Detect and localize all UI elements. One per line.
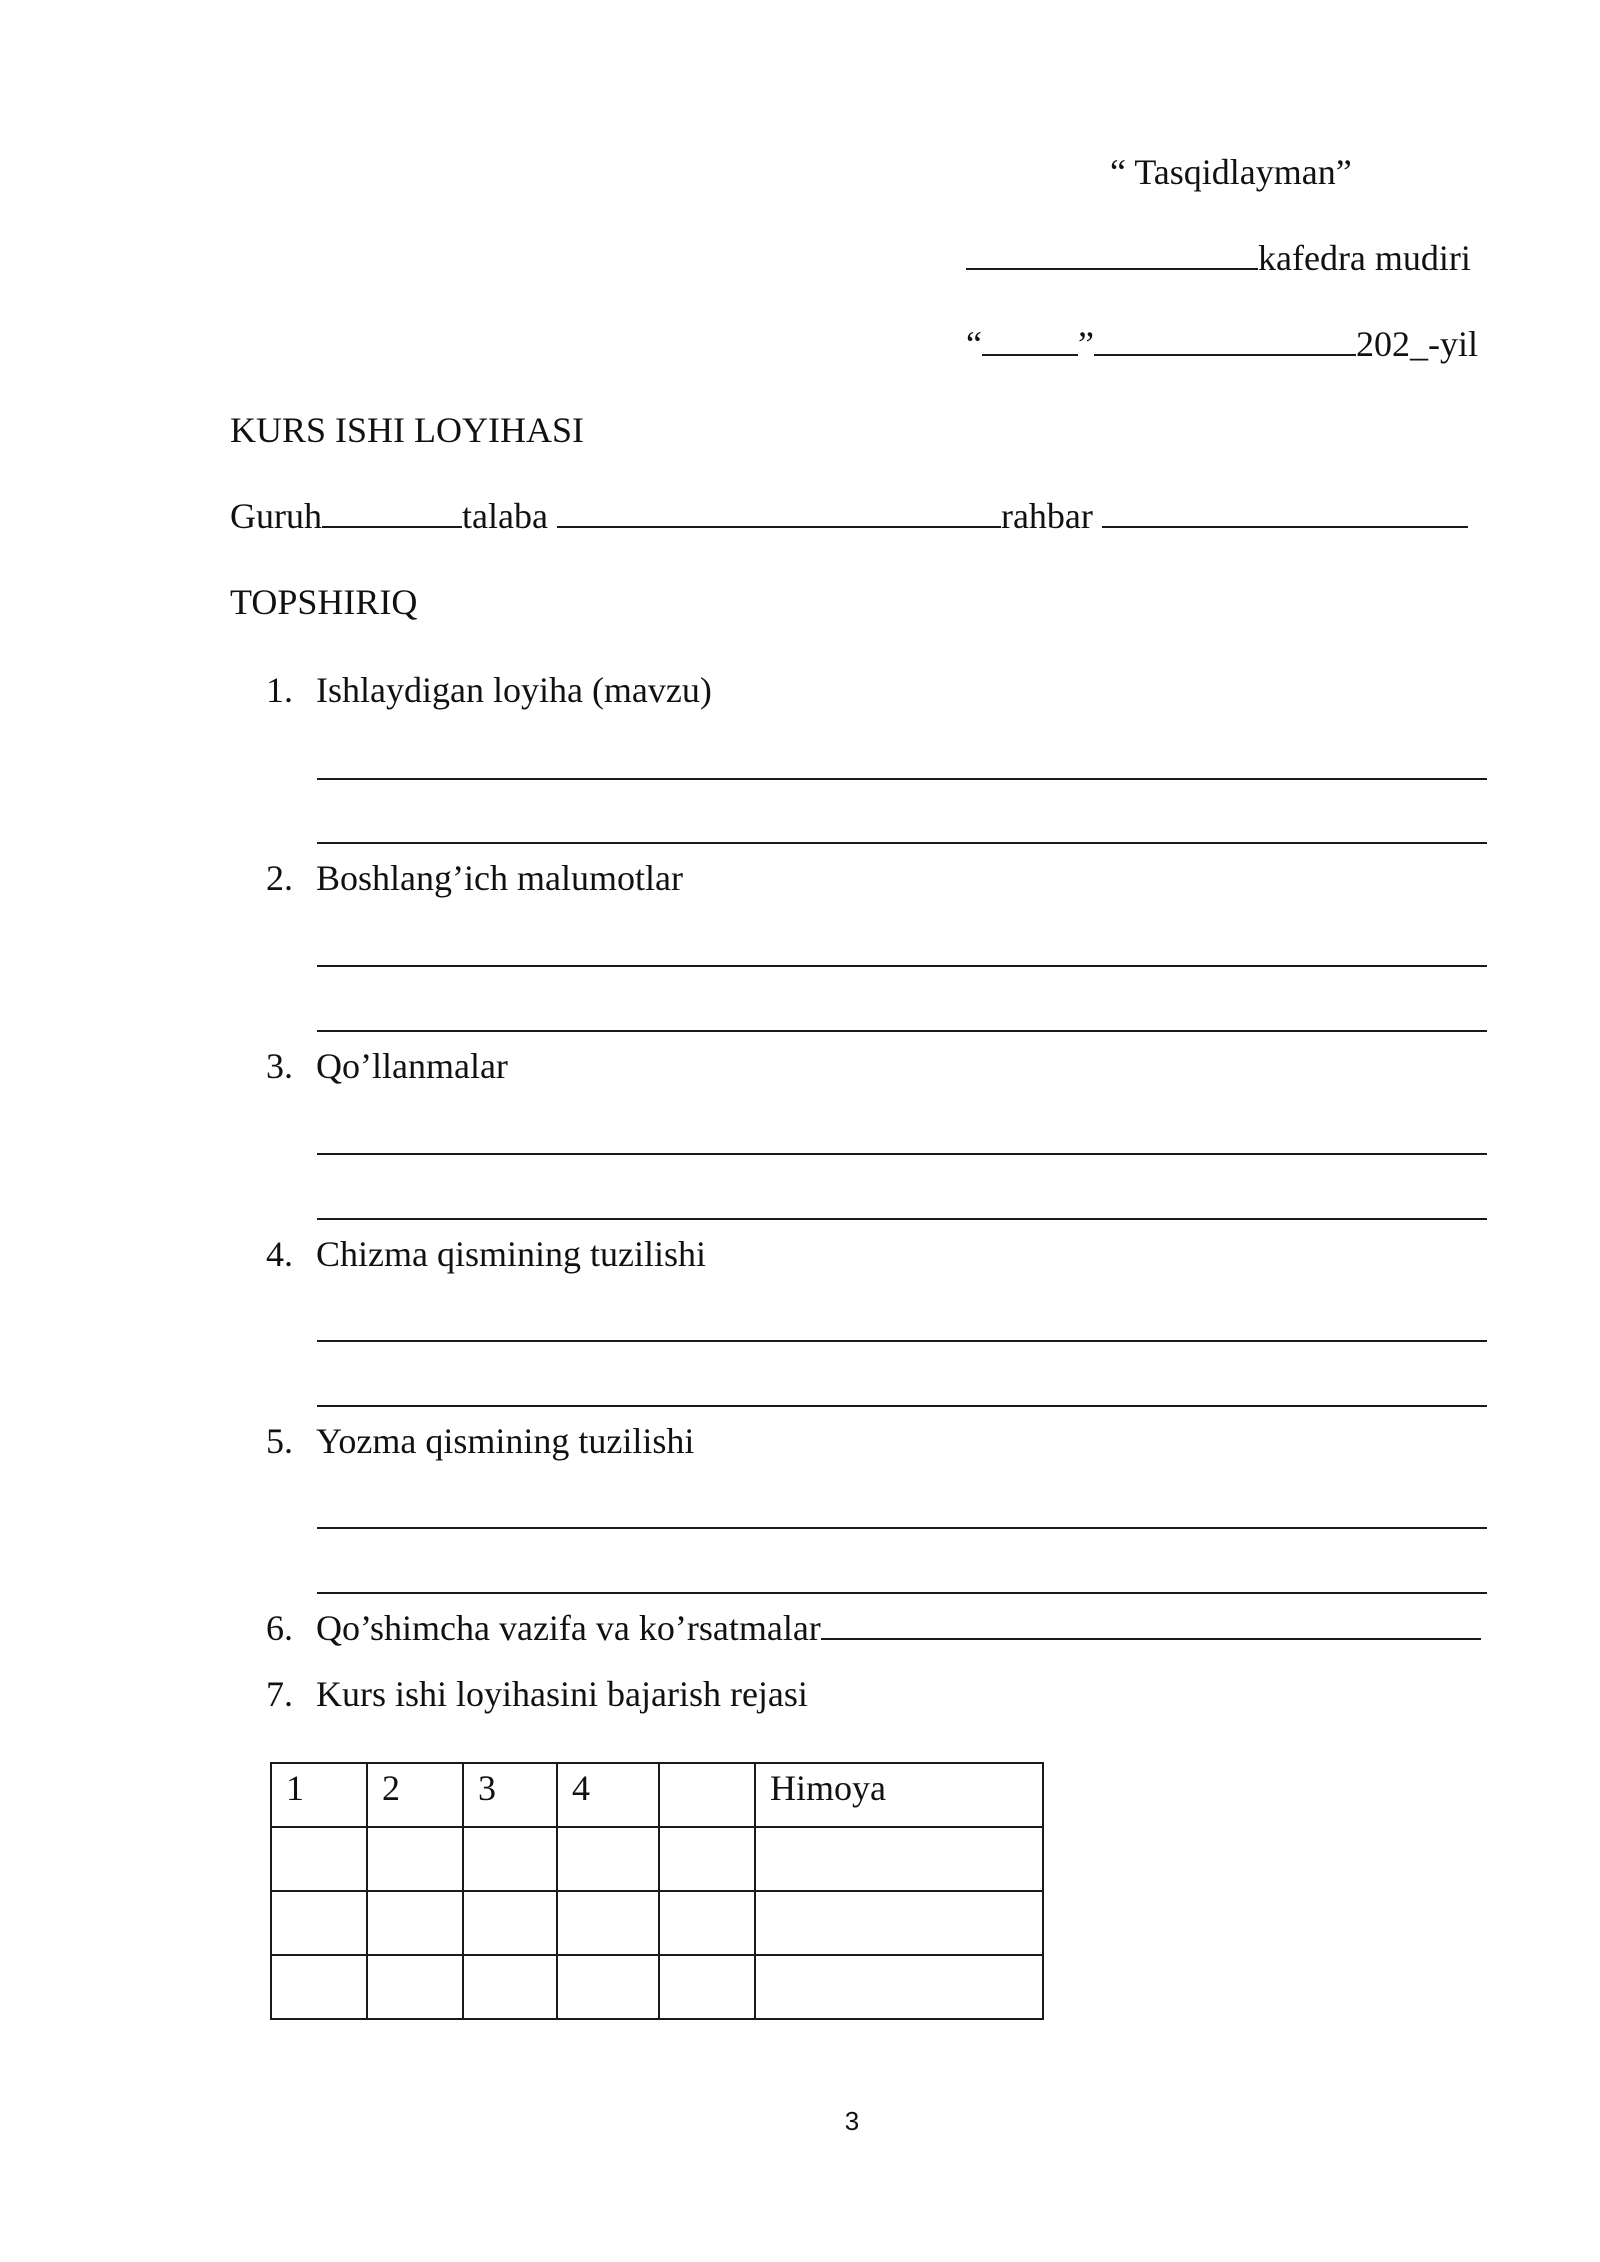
date-open-quote: “ [966,324,982,364]
task-item-number: 1. [266,670,293,710]
task-item-7 [266,1672,808,1716]
work-plan-table [270,1762,1044,2020]
answer-line[interactable] [317,1218,1487,1220]
answer-line[interactable] [317,965,1487,967]
task-item-label: Chizma qismining tuzilishi [316,1234,706,1274]
task-item-label: Kurs ishi loyihasini bajarish rejasi [316,1674,808,1714]
answer-line[interactable] [317,1340,1487,1342]
table-cell[interactable] [367,1891,463,1955]
table-cell[interactable] [755,1891,1043,1955]
approval-title: “ Tasqidlayman” [1110,152,1352,192]
document-title: KURS ISHI LOYIHASI [230,410,585,450]
task-item-5 [266,1419,694,1463]
table-cell[interactable] [755,1827,1043,1891]
table-row [271,1955,1043,2019]
student-blank[interactable] [557,496,1001,528]
task-item-label: Yozma qismining tuzilishi [316,1421,695,1461]
table-header-cell: 4 [557,1763,659,1827]
table-cell[interactable] [271,1827,367,1891]
answer-line[interactable] [317,1527,1487,1529]
task-item-label: Boshlang’ich malumotlar [316,858,683,898]
date-day-blank[interactable] [982,324,1078,356]
approval-role: kafedra mudiri [1258,238,1471,278]
task-item-number: 6. [266,1608,293,1648]
table-cell[interactable] [755,1955,1043,2019]
task-item-6 [266,1606,1481,1650]
section-title: TOPSHIRIQ [230,582,418,622]
task-item-1 [266,668,712,712]
table-cell[interactable] [367,1827,463,1891]
task-item-label: Qo’llanmalar [316,1046,508,1086]
task-item-2 [266,856,683,900]
table-row [271,1827,1043,1891]
table-cell[interactable] [367,1955,463,2019]
supervisor-label: rahbar [1000,496,1093,536]
date-year: 202_-yil [1355,324,1478,364]
header-fields-line [230,494,1468,538]
table-header-cell: 2 [367,1763,463,1827]
table-cell[interactable] [271,1955,367,2019]
table-cell[interactable] [463,1891,557,1955]
task-item-number: 7. [266,1674,293,1714]
group-label: Guruh [230,496,322,536]
task-item-label: Qo’shimcha vazifa va ko’rsatmalar [316,1608,821,1648]
table-cell[interactable] [463,1955,557,2019]
table-cell[interactable] [659,1827,755,1891]
task-item-number: 4. [266,1234,293,1274]
answer-line[interactable] [317,778,1487,780]
table-cell[interactable] [271,1891,367,1955]
date-close-quote: ” [1077,324,1094,364]
task-item-number: 3. [266,1046,293,1086]
task-item-3 [266,1044,508,1088]
table-row [271,1891,1043,1955]
table-header-cell: 3 [463,1763,557,1827]
table-header-cell: Himoya [755,1763,1043,1827]
supervisor-blank[interactable] [1102,496,1468,528]
table-header-cell: 1 [271,1763,367,1827]
table-header-cell [659,1763,755,1827]
head-signature-blank[interactable] [966,238,1258,270]
approval-role-line [966,236,1471,280]
student-label: talaba [462,496,548,536]
table-cell[interactable] [557,1827,659,1891]
task-item-number: 5. [266,1421,293,1461]
table-cell[interactable] [557,1955,659,2019]
table-cell[interactable] [659,1955,755,2019]
task-item-number: 2. [266,858,293,898]
table-cell[interactable] [463,1827,557,1891]
page-number: 3 [844,2106,860,2136]
table-cell[interactable] [659,1891,755,1955]
additional-tasks-blank[interactable] [821,1608,1481,1640]
answer-line[interactable] [317,1592,1487,1594]
approval-date-line [966,322,1478,366]
group-blank[interactable] [322,496,462,528]
task-item-label: Ishlaydigan loyiha (mavzu) [316,670,712,710]
answer-line[interactable] [317,1030,1487,1032]
task-item-4 [266,1232,706,1276]
answer-line[interactable] [317,842,1487,844]
answer-line[interactable] [317,1405,1487,1407]
answer-line[interactable] [317,1153,1487,1155]
table-header-row [271,1763,1043,1827]
date-month-blank[interactable] [1094,324,1356,356]
table-cell[interactable] [557,1891,659,1955]
